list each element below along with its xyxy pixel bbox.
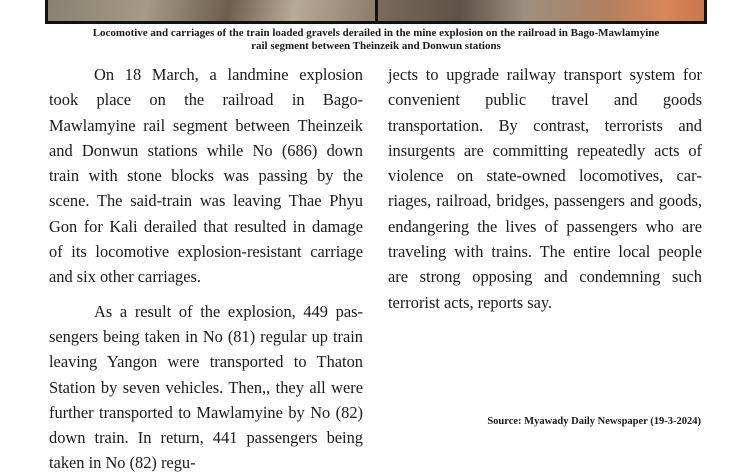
article-paragraph-1: On 18 March, a landmine explosion took place on the railroad in Bago-Mawlamyine rail segment between Theinzeik and Donwun stations while No (686) down train with stone blocks was passing by the scene. The said-train was leaving Thae Phyu Gon for Kali derailed that resulted in damage of its locomotive explosion-resistant carriage and six other carriages.: [49, 65, 363, 287]
article-paragraph-3: jects to upgrade railway transport system for convenient public travel and goods transportation. By contrast, terrorists and insurgents are committing repeatedly acts of violence on state-owned locomotives, carriages, railroad, bridges, passengers and goods, endangering the lives of passengers who are traveling with trains. The entire local people are strong opposing and condemning such terrorist acts, reports say.: [388, 65, 702, 312]
source-credit: Source: Myawady Daily Newspaper (19-3-2024): [487, 416, 701, 427]
derailed-train-photo-left: [48, 0, 375, 21]
article-column-right: [388, 62, 702, 315]
article-paragraph-2: As a result of the explosion, 449 passengers being taken in No (81) regular up train leaving Yangon were transported to Thaton Station by seven vehicles. Then,, they all were further transported to Mawlamyine by No (82) down train. In return, 441 passengers being taken in No (82) regu-: [49, 301, 363, 473]
photo-strip: [45, 0, 707, 24]
derailed-train-photo-right: [378, 0, 705, 21]
article-column-left: [49, 62, 363, 476]
caption-line-2: rail segment between Theinzeik and Donwun stations: [251, 40, 501, 52]
photo-caption: [45, 27, 707, 53]
caption-line-1: Locomotive and carriages of the train loaded gravels derailed in the mine explosion on the railroad in Bago-Mawlamyine: [92, 27, 660, 39]
